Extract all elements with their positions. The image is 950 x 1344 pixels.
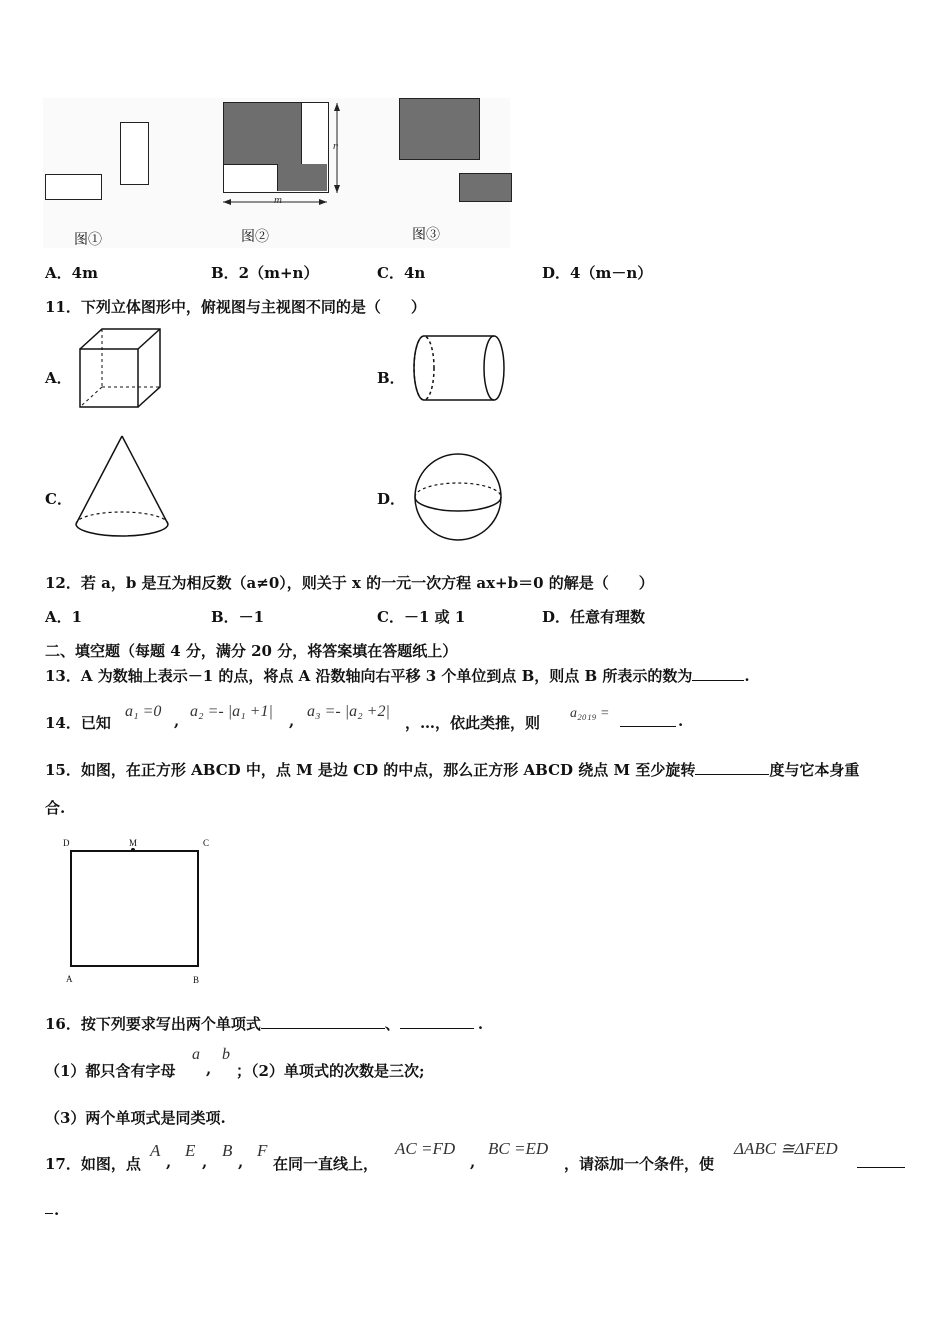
q17-comma2: , <box>202 1153 208 1171</box>
label-c: C <box>203 838 210 848</box>
fig3-small-gray-rect <box>459 173 512 202</box>
label-b: B <box>193 975 200 985</box>
q15-stem: 15．如图，在正方形 ABCD 中，点 M 是边 CD 的中点，那么正方形 ABCD 绕点 M 至少旋转 <box>45 761 696 779</box>
q16-letter-a: a <box>192 1046 200 1063</box>
cone-figure <box>70 432 174 542</box>
q17-mid: 在同一直线上， <box>273 1155 379 1173</box>
q17-comma3: , <box>238 1153 244 1171</box>
q15-answer-blank[interactable] <box>695 760 769 775</box>
q11-stem: 11．下列立体图形中，俯视图与主视图不同的是（ ） <box>45 298 426 316</box>
q17-comma1: , <box>166 1153 172 1171</box>
q15-stem-end: 度与它本身重 <box>769 761 860 779</box>
q16-cond1-post: ；（2）单项式的次数是三次; <box>236 1062 425 1080</box>
point-m-dot <box>131 848 135 852</box>
q14-eq2: a₂ =- |a₁ +1| <box>190 703 273 720</box>
q17-answer-blank-cont[interactable] <box>45 1199 53 1214</box>
q16-answer-blank-1[interactable] <box>261 1014 385 1029</box>
q17-eq1: AC =FD <box>395 1139 456 1158</box>
q17-pre: 17．如图，点 <box>45 1155 141 1173</box>
q17-comma4: , <box>470 1153 476 1171</box>
q11-option-a: A． <box>45 369 72 387</box>
square-abcd <box>70 850 199 967</box>
q17-point-e: E <box>185 1141 196 1160</box>
fig2-dimension-arrows <box>223 98 353 213</box>
q14-answer-blank[interactable] <box>620 712 676 727</box>
q12-option-c: C．－1 或 1 <box>377 608 466 626</box>
q13-stem: 13．A 为数轴上表示－1 的点，将点 A 沿数轴向右平移 3 个单位到点 B，则点 B 所表示的数为 <box>45 667 693 685</box>
q16-answer-blank-2[interactable] <box>400 1014 474 1029</box>
q11-option-d: D． <box>377 490 406 508</box>
q16-separator: 、 <box>384 1015 400 1033</box>
q14-eq3: a₃ =- |a₂ +2| <box>307 703 390 720</box>
label-a: A <box>66 974 73 984</box>
q15-line2: 合. <box>45 799 66 817</box>
cylinder-figure <box>410 330 510 408</box>
q11-option-b: B． <box>377 369 405 387</box>
q12-stem: 12．若 a，b 是互为相反数（a≠0），则关于 x 的一元一次方程 ax+b＝0 的解是（ ） <box>45 574 654 592</box>
q13-answer-blank[interactable] <box>692 666 744 681</box>
q17-answer-blank[interactable] <box>857 1153 905 1168</box>
fig1-label: 图① <box>74 232 102 248</box>
q13-end: . <box>744 667 750 685</box>
fig2-label: 图② <box>241 229 269 245</box>
q14-comma2: , <box>289 712 295 730</box>
q14-eq4: a₂₀₁₉ = <box>570 706 610 721</box>
q12-option-a: A．1 <box>45 608 83 626</box>
q11-option-c: C． <box>45 490 72 508</box>
q14-comma1: , <box>174 712 180 730</box>
q17-point-f: F <box>257 1141 268 1160</box>
fig3-label: 图③ <box>412 227 440 243</box>
fig2-m-label: m <box>274 194 282 206</box>
q17-mid2: ，请添加一个条件，使 <box>564 1155 715 1173</box>
q16-stem: 16．按下列要求写出两个单项式 <box>45 1015 261 1033</box>
fig3-large-gray-rect <box>399 98 480 160</box>
q15-line1 <box>45 759 859 780</box>
q17-eq2: BC =ED <box>488 1139 549 1158</box>
q16-line <box>45 1013 483 1034</box>
q16-letter-b: b <box>222 1046 230 1063</box>
label-m: M <box>129 838 138 848</box>
q16-comma: , <box>206 1060 212 1078</box>
label-d: D <box>63 838 70 848</box>
q17-eq3: ΔABC ≅ΔFED <box>734 1139 838 1158</box>
q16-cond3: （3）两个单项式是同类项. <box>45 1109 226 1127</box>
q14-eq1: a₁ =0 <box>125 703 162 720</box>
q10-option-c: C．4n <box>377 264 426 282</box>
q17-end: . <box>54 1201 60 1219</box>
fig1-tall-rectangle <box>120 122 149 185</box>
q14-end: . <box>678 712 684 730</box>
q17-point-b: B <box>222 1141 233 1160</box>
sphere-figure <box>410 450 506 544</box>
q16-cond1-pre: （1）都只含有字母 <box>45 1062 176 1080</box>
q17-point-a: A <box>150 1141 161 1160</box>
q16-end: . <box>477 1015 484 1033</box>
section-2-heading: 二、填空题（每题 4 分，满分 20 分，将答案填在答题纸上） <box>45 642 458 660</box>
fig2-n-label: n <box>333 140 339 152</box>
q10-option-b: B．2（m+n） <box>211 264 319 282</box>
q10-figure-panel <box>43 98 510 248</box>
q10-option-d: D．4（m－n） <box>542 264 653 282</box>
cube-figure <box>76 325 166 413</box>
fig1-small-rectangle <box>45 174 102 200</box>
q13-line <box>45 665 750 686</box>
q10-option-a: A．4m <box>45 264 98 282</box>
q12-option-b: B．－1 <box>211 608 265 626</box>
q12-option-d: D．任意有理数 <box>542 608 646 626</box>
q14-mid: ，…，依此类推，则 <box>405 714 541 732</box>
q14-prefix: 14．已知 <box>45 714 111 732</box>
